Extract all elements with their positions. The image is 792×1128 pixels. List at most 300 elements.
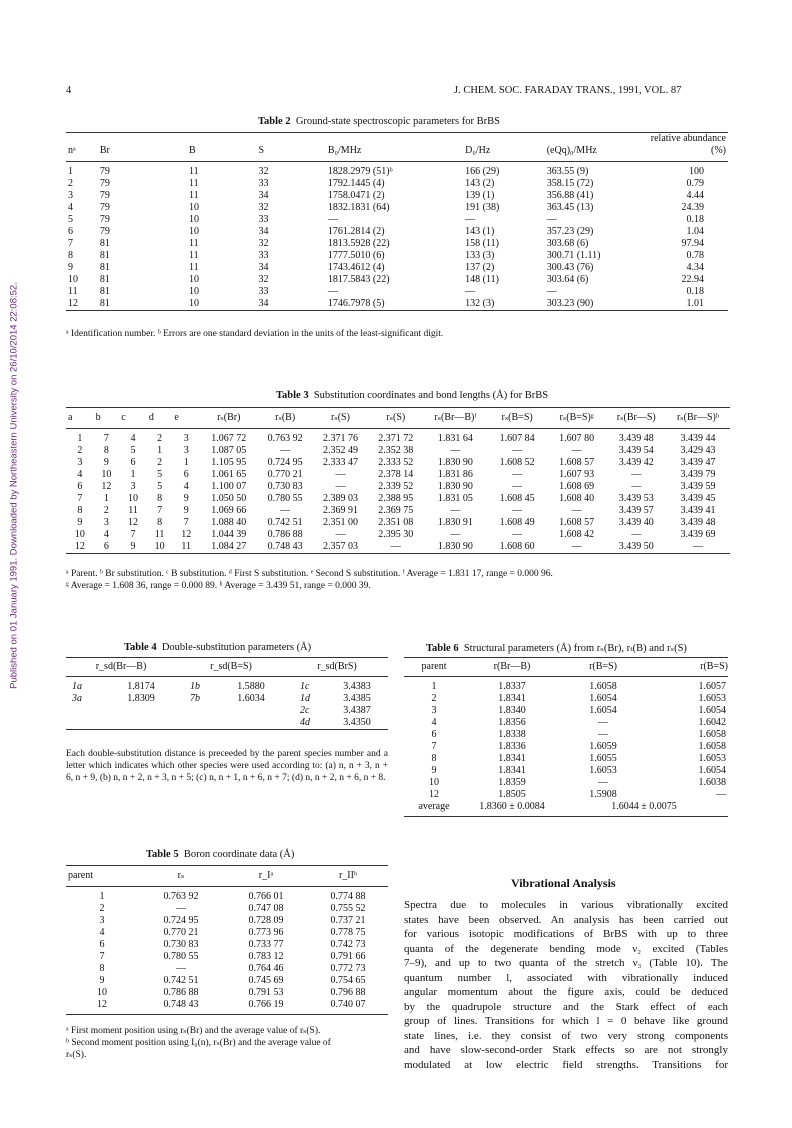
table2-cell: 33 xyxy=(258,178,269,189)
table2-cell: 34 xyxy=(258,298,269,309)
table3-cell: 1.067 72 xyxy=(211,433,247,444)
t2-head-s: S xyxy=(258,145,265,156)
t2-head-d0: D₀/Hz xyxy=(465,145,491,156)
table2-cell: 32 xyxy=(258,238,269,249)
table2-cell: 79 xyxy=(99,214,110,225)
table4-cell: 1.6034 xyxy=(237,693,265,704)
table3-cell: 1 xyxy=(157,445,163,456)
table2-cell: 34 xyxy=(258,262,269,273)
table2-cell: 32 xyxy=(258,202,269,213)
table6-cell: 1.6058 xyxy=(589,681,617,692)
table3-cell: 3.439 79 xyxy=(680,469,716,480)
table2-cell: — xyxy=(327,286,338,297)
table2-cell: 81 xyxy=(99,286,110,297)
table3-header: a xyxy=(68,412,73,423)
table3-cell: 1.831 64 xyxy=(437,433,473,444)
table3-cell: 3.429 43 xyxy=(680,445,716,456)
table3-cell: 4 xyxy=(103,529,109,540)
table3-cell: 1 xyxy=(77,433,83,444)
table3-cell: 2.378 14 xyxy=(378,469,414,480)
table3-cell: — xyxy=(450,505,461,516)
table3-header: b xyxy=(95,412,101,423)
table3-cell: 2.351 08 xyxy=(378,517,414,528)
table3-cell: 10 xyxy=(154,541,165,552)
table2-cell: 4 xyxy=(68,202,73,213)
table6-cell: 1.6044 ± 0.0075 xyxy=(611,801,677,812)
table3-cell: — xyxy=(631,469,642,480)
table2-cell: 143 (2) xyxy=(465,178,495,189)
table5-cell: 0.747 08 xyxy=(248,903,284,914)
table6-cell: 1.6057 xyxy=(698,681,726,692)
table6-cell: 1.8340 xyxy=(498,705,526,716)
table2-cell: 79 xyxy=(99,226,110,237)
table6-cell: 6 xyxy=(431,729,437,740)
table3-cell: 1.608 45 xyxy=(499,493,535,504)
table3-cell: 1.069 66 xyxy=(211,505,247,516)
table3-cell: 2 xyxy=(157,433,163,444)
table6-cell: 1.6053 xyxy=(698,693,726,704)
table3-row xyxy=(66,457,730,469)
table6-cell: 12 xyxy=(429,789,439,800)
table2-row xyxy=(66,214,728,226)
table5-cell: 0.763 92 xyxy=(163,891,199,902)
table5-cell: 0.791 53 xyxy=(248,987,284,998)
table3-cell: 7 xyxy=(77,493,83,504)
table2-cell: 33 xyxy=(258,250,269,261)
table5-row xyxy=(66,915,388,927)
table3-row xyxy=(66,541,730,554)
table6-cell: 1.6038 xyxy=(698,777,726,788)
table3-cell: 1.061 65 xyxy=(211,469,247,480)
body-line: 7–9), and up to two quanta of the stretch ν₃ (Table 10). The xyxy=(404,957,728,969)
table3 xyxy=(66,407,730,554)
table6-row xyxy=(404,677,728,694)
table3-cell: — xyxy=(512,529,523,540)
table5-cell: 0.791 66 xyxy=(330,951,366,962)
table3-cell: 8 xyxy=(77,505,83,516)
table2-cell: 4.34 xyxy=(686,262,704,273)
table3-cell: 5 xyxy=(157,481,163,492)
table2-cell: 79 xyxy=(99,166,110,177)
table3-cell: — xyxy=(512,445,523,456)
body-line: by the quadrupole structure and the Stark effect of each xyxy=(404,1000,728,1013)
table3-cell: 10 xyxy=(128,493,139,504)
table2-cell: 12 xyxy=(68,298,78,309)
table3-cell: 7 xyxy=(103,433,109,444)
table6-cell: — xyxy=(598,777,608,788)
table2-cell: 81 xyxy=(99,238,110,249)
table3-header: rₛ(Br—S)ʰ xyxy=(676,412,720,423)
table2-row xyxy=(66,190,728,202)
table2-row xyxy=(66,162,728,179)
table2-cell: 10 xyxy=(68,274,78,285)
table6-row xyxy=(404,765,728,777)
table5-cell: 2 xyxy=(99,903,105,914)
table5-cell: 0.796 88 xyxy=(330,987,366,998)
table6-cell: 1.5908 xyxy=(589,789,617,800)
table2-cell: 357.23 (29) xyxy=(546,226,594,237)
table3-cell: 0.748 43 xyxy=(267,541,303,552)
table3-header: rₛ(B) xyxy=(275,412,296,423)
table2-cell: 358.15 (72) xyxy=(546,178,594,189)
table3-cell: 12 xyxy=(74,541,85,552)
table5-row xyxy=(66,903,388,915)
table5-cell: 7 xyxy=(99,951,105,962)
table6-cell: 1.6058 xyxy=(698,729,726,740)
table5-cell: 0.755 52 xyxy=(330,903,366,914)
table6-cell: 4 xyxy=(431,717,437,728)
table3-cell: — xyxy=(280,445,291,456)
table2-caption xyxy=(258,116,500,127)
table2-cell: 10 xyxy=(189,286,200,297)
page-number: 4 xyxy=(66,85,72,96)
table6-cell: 1.6053 xyxy=(589,765,617,776)
table3-cell: 7 xyxy=(157,505,163,516)
table6-cell: 1 xyxy=(431,681,437,692)
table2-cell: 303.68 (6) xyxy=(546,238,589,249)
table6-title: Structural parameters (Å) from rₛ(Br), rₜ(B) and rₛ(S) xyxy=(463,643,687,654)
table2-cell: 10 xyxy=(189,214,200,225)
table3-cell: 2.339 52 xyxy=(378,481,414,492)
table5-cell: 0.737 21 xyxy=(330,915,366,926)
body-line: angular momentum about the figure axis, could be deduced xyxy=(404,986,728,998)
t5-head-parent: parent xyxy=(68,870,93,881)
table3-cell: 0.724 95 xyxy=(267,457,303,468)
table3-cell: 3.439 44 xyxy=(680,433,716,444)
table4-note: Each double-substitution distance is preceeded by the parent species number and a letter which indicates which other species were used according to: (a) n, n + 3, n + 6, n + 9, (b) n, n + 2, n + 3, n + 5; (c) n, n + 1, n + 6, n + 7; (d) n, n + 2, n + 6, n + 8. xyxy=(66,749,388,783)
table2-cell: 0.78 xyxy=(686,250,704,261)
table3-cell: 6 xyxy=(77,481,83,492)
table6-cell: — xyxy=(598,729,608,740)
table3-row xyxy=(66,429,730,446)
table2-cell: 79 xyxy=(99,178,110,189)
table4-cell xyxy=(216,717,286,730)
table5-footnote-2: ᵇ Second moment position using I₀(n), rₛ(Br) and the average value of xyxy=(66,1038,331,1048)
table4-row xyxy=(66,705,388,717)
table2-cell: 356.88 (41) xyxy=(546,190,594,201)
table3-cell: 9 xyxy=(130,541,136,552)
table3-cell: 2.371 76 xyxy=(322,433,358,444)
table2-row xyxy=(66,298,728,311)
table2-cell: 81 xyxy=(99,250,110,261)
table6-row xyxy=(404,741,728,753)
table5-cell: — xyxy=(176,963,186,974)
table3-row xyxy=(66,481,730,493)
table6-caption xyxy=(426,642,687,654)
body-line: Spectra due to molecules in various vibrationally excited xyxy=(404,899,728,911)
table3-cell: — xyxy=(512,469,523,480)
table2-cell: 97.94 xyxy=(681,238,704,249)
table3-cell: 4 xyxy=(77,469,83,480)
table6-cell: 7 xyxy=(431,741,437,752)
table2-cell: 7 xyxy=(68,238,73,249)
table4-cell xyxy=(66,705,106,717)
table2-cell: 79 xyxy=(99,190,110,201)
table2-cell: 3 xyxy=(68,190,73,201)
table3-cell: 3.439 42 xyxy=(618,457,654,468)
table2-cell: 148 (11) xyxy=(465,274,499,285)
table3-cell: 9 xyxy=(77,517,83,528)
table2-cell: 81 xyxy=(99,274,110,285)
table2-cell: 10 xyxy=(189,274,200,285)
table2-cell: 158 (11) xyxy=(465,238,499,249)
table5-cell: 0.728 09 xyxy=(248,915,284,926)
table4-cell: 3.4350 xyxy=(343,717,371,728)
table2-label: Table 2 xyxy=(258,116,291,127)
table3-header: rₛ(B=S) xyxy=(501,412,533,423)
table6-cell: 10 xyxy=(429,777,439,788)
table3-cell: 3.439 69 xyxy=(680,529,716,540)
table3-caption xyxy=(276,390,548,401)
table3-header: d xyxy=(148,412,154,423)
table3-cell: 0.730 83 xyxy=(267,481,303,492)
table4-cell xyxy=(176,705,216,717)
table5-cell: 0.730 83 xyxy=(163,939,199,950)
table4-cell: 3.4385 xyxy=(343,693,371,704)
table2-cell: 11 xyxy=(189,238,199,249)
table5-cell: 0.786 88 xyxy=(163,987,199,998)
t2-head-br: Br xyxy=(99,145,110,156)
table5-caption xyxy=(146,849,294,860)
table3-header: rₛ(S) xyxy=(331,412,350,423)
table6-cell: average xyxy=(418,801,450,812)
table6-row xyxy=(404,753,728,765)
table2-row xyxy=(66,238,728,250)
table3-cell: 4 xyxy=(130,433,136,444)
table3-row xyxy=(66,469,730,481)
table3-cell: 3.439 48 xyxy=(618,433,654,444)
table2-cell: — xyxy=(465,286,476,297)
table6-cell: 1.6053 xyxy=(698,753,726,764)
table3-cell: 1.607 80 xyxy=(559,433,595,444)
table3-cell: 1.608 52 xyxy=(499,457,535,468)
table2-cell: 32 xyxy=(258,274,269,285)
table3-cell: 10 xyxy=(74,529,85,540)
table3-cell: 8 xyxy=(103,445,109,456)
table3-cell: 3.439 53 xyxy=(618,493,654,504)
table2-cell: 32 xyxy=(258,166,269,177)
table3-cell: 8 xyxy=(157,493,163,504)
table3-cell: 1.608 69 xyxy=(559,481,595,492)
table3-cell: 0.786 88 xyxy=(267,529,303,540)
table6-cell: — xyxy=(716,789,726,800)
table2-cell: 34 xyxy=(258,190,269,201)
table5-cell: 0.783 12 xyxy=(248,951,284,962)
t2-head-b0: B₀/MHz xyxy=(327,145,362,156)
table3-cell: 3.439 48 xyxy=(680,517,716,528)
table2-cell: 11 xyxy=(189,250,199,261)
table5-cell: 0.778 75 xyxy=(330,927,366,938)
table2-cell: 166 (29) xyxy=(465,166,500,177)
table3-cell: — xyxy=(450,445,461,456)
table2-cell: 1817.5843 (22) xyxy=(327,274,390,285)
table6-cell: 1.6055 xyxy=(589,753,617,764)
table3-cell: 1.607 93 xyxy=(559,469,595,480)
table2-title: Ground-state spectroscopic parameters for BrBS xyxy=(295,116,500,127)
table3-cell: 2.352 38 xyxy=(378,445,414,456)
table4-cell: 2c xyxy=(300,705,310,716)
table3-header: rₛ(Br—B)ᶠ xyxy=(434,412,477,423)
t4-head-bs: r_sd(B=S) xyxy=(210,661,252,672)
table4-row xyxy=(66,693,388,705)
table2-cell: 1.04 xyxy=(686,226,704,237)
table3-header: c xyxy=(121,412,126,423)
table5-cell: 0.754 65 xyxy=(330,975,366,986)
table4-cell: 3a xyxy=(72,693,82,704)
table3-header: rₛ(Br) xyxy=(217,412,241,423)
table3-cell: 1.830 90 xyxy=(437,457,473,468)
table3-cell: — xyxy=(571,445,582,456)
table3-cell: 1.831 86 xyxy=(437,469,473,480)
table3-cell: 7 xyxy=(130,529,136,540)
table3-cell: 6 xyxy=(183,469,189,480)
table5-footnote-1: ᵃ First moment position using rₛ(Br) and the average value of rₛ(S). xyxy=(66,1026,321,1036)
table2-cell: 100 xyxy=(689,166,704,177)
table2-cell: 22.94 xyxy=(681,274,704,285)
table6-row xyxy=(404,729,728,741)
table6-cell: 1.8505 xyxy=(498,789,526,800)
table6-row xyxy=(404,717,728,729)
table6-label: Table 6 xyxy=(426,643,459,654)
table6-cell: 1.8341 xyxy=(498,753,526,764)
table3-cell: 2.333 47 xyxy=(322,457,358,468)
table6-row xyxy=(404,777,728,789)
table2-cell: 10 xyxy=(189,226,200,237)
table5-cell: 0.780 55 xyxy=(163,951,199,962)
table2-cell: 1832.1831 (64) xyxy=(327,202,390,213)
t5-head-rii: r_IIᵇ xyxy=(338,870,358,881)
table3-cell: 2 xyxy=(77,445,83,456)
table5-row xyxy=(66,887,388,904)
table3-cell: 3.439 59 xyxy=(680,481,716,492)
table3-cell: — xyxy=(335,529,346,540)
table5-row xyxy=(66,975,388,987)
table5-cell: 6 xyxy=(99,939,105,950)
table3-cell: 3 xyxy=(183,445,189,456)
table6-cell: 1.8341 xyxy=(498,765,526,776)
table2-cell: 1777.5010 (6) xyxy=(327,250,385,261)
table6-cell: 8 xyxy=(431,753,437,764)
table3-cell: 3.439 41 xyxy=(680,505,716,516)
table3-label: Table 3 xyxy=(276,390,309,401)
table2-cell: 79 xyxy=(99,202,110,213)
table5-cell: 0.764 46 xyxy=(248,963,284,974)
table3-cell: 2.388 95 xyxy=(378,493,414,504)
table5-cell: 0.742 73 xyxy=(330,939,366,950)
t4-head-brs: r_sd(BrS) xyxy=(317,661,357,672)
table4-row xyxy=(66,717,388,730)
table2-cell: — xyxy=(327,214,338,225)
table2-cell: 5 xyxy=(68,214,73,225)
table6-cell: 2 xyxy=(431,693,437,704)
table2-cell: 1792.1445 (4) xyxy=(327,178,385,189)
table3-cell: — xyxy=(450,529,461,540)
table6-row xyxy=(404,693,728,705)
table5-row xyxy=(66,963,388,975)
table3-cell: 1.607 84 xyxy=(499,433,535,444)
table3-cell: 10 xyxy=(101,469,112,480)
table3-cell: 1.087 05 xyxy=(211,445,247,456)
table5-cell: 12 xyxy=(97,999,107,1010)
table2-row xyxy=(66,262,728,274)
table2-cell: 0.18 xyxy=(686,214,704,225)
table6-row xyxy=(404,789,728,801)
table3-cell: 3.439 57 xyxy=(618,505,654,516)
table2-cell: 11 xyxy=(189,178,199,189)
table2-cell: 137 (2) xyxy=(465,262,495,273)
table3-cell: 3.439 40 xyxy=(618,517,654,528)
table2-cell: 139 (1) xyxy=(465,190,495,201)
table3-cell: 3.439 50 xyxy=(618,541,654,552)
table3-cell: 12 xyxy=(101,481,112,492)
table2-cell: — xyxy=(546,286,557,297)
t6-head-bs2: r(B=S) xyxy=(700,661,728,672)
table3-row xyxy=(66,493,730,505)
table3-cell: — xyxy=(693,541,704,552)
body-line: group of lines. Transitions for which l = 0 behave like ground xyxy=(404,1015,728,1027)
table6-cell: 1.8360 ± 0.0084 xyxy=(479,801,545,812)
table2 xyxy=(66,132,728,311)
table5-row xyxy=(66,951,388,963)
table6-cell: 1.6054 xyxy=(589,705,617,716)
table4-cell xyxy=(216,705,286,717)
table2-cell: 11 xyxy=(189,166,199,177)
table4-cell: 3.4387 xyxy=(343,705,371,716)
table3-cell: 1.830 90 xyxy=(437,541,473,552)
table5-cell: 0.733 77 xyxy=(248,939,284,950)
table3-cell: — xyxy=(390,541,401,552)
t2-head-abundance: relative abundance (%) xyxy=(650,133,726,156)
table5-title: Boron coordinate data (Å) xyxy=(183,849,295,860)
table3-cell: 2 xyxy=(103,505,109,516)
table2-footnote: ᵃ Identification number. ᵇ Errors are one standard deviation in the units of the least-significant digit. xyxy=(66,329,444,339)
table6-cell: 9 xyxy=(431,765,437,776)
table3-cell: 1 xyxy=(130,469,136,480)
table5-cell: 0.770 21 xyxy=(163,927,199,938)
table3-cell: 1.608 49 xyxy=(499,517,535,528)
table2-row xyxy=(66,274,728,286)
table3-row xyxy=(66,529,730,541)
table4-label: Table 4 xyxy=(124,642,157,653)
journal-header: J. CHEM. SOC. FARADAY TRANS., 1991, VOL. 87 xyxy=(454,85,682,96)
body-line: and have slow-second-order Stark effects so are not strongly xyxy=(404,1044,728,1056)
table3-cell: — xyxy=(512,481,523,492)
table3-cell: 2.351 00 xyxy=(322,517,358,528)
table2-row xyxy=(66,178,728,190)
table3-cell: 2.369 75 xyxy=(378,505,414,516)
table5-cell: 8 xyxy=(99,963,105,974)
table4-cell: 1d xyxy=(300,693,310,704)
body-line: for various isotopic modifications of BrBS with up to three xyxy=(404,928,728,940)
table3-cell: — xyxy=(571,505,582,516)
table2-cell: 2 xyxy=(68,178,73,189)
table2-cell: — xyxy=(546,214,557,225)
table3-cell: 0.780 55 xyxy=(267,493,303,504)
table2-cell: 10 xyxy=(189,202,200,213)
table2-cell: 1761.2814 (2) xyxy=(327,226,385,237)
table3-cell: 2.333 52 xyxy=(378,457,414,468)
table5-cell: — xyxy=(176,903,186,914)
table3-cell: 1.608 57 xyxy=(559,517,595,528)
table3-cell: 1.608 42 xyxy=(559,529,595,540)
table3-cell: 7 xyxy=(183,517,189,528)
table2-cell: 9 xyxy=(68,262,73,273)
table2-cell: 0.79 xyxy=(686,178,704,189)
table3-title: Substitution coordinates and bond lengths (Å) for BrBS xyxy=(313,390,549,401)
table2-cell: 303.64 (6) xyxy=(546,274,589,285)
table3-cell: 1 xyxy=(183,457,189,468)
table5-cell: 4 xyxy=(99,927,105,938)
